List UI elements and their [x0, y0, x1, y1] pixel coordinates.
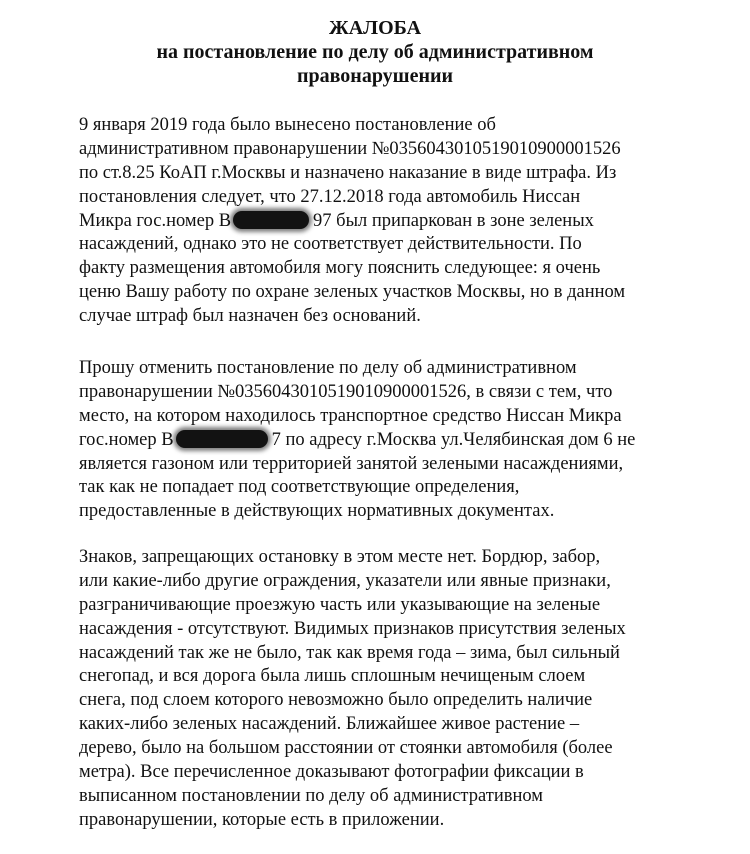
- paragraph-line: или какие-либо другие ограждения, указатели или явные признаки,: [79, 570, 611, 591]
- paragraph-line: насаждений, однако это не соответствует действительности. По: [79, 234, 582, 255]
- paragraph-line: правонарушении №0356043010519010900001526, в связи с тем, что: [79, 381, 613, 402]
- line-text-before-redaction: гос.номер В: [79, 429, 174, 450]
- document-subtitle-line-2: правонарушении: [296, 65, 454, 87]
- paragraph-line: 9 января 2019 года было вынесено постановление об: [79, 115, 496, 135]
- paragraph-line: постановления следует, что 27.12.2018 года автомобиль Ниссан: [79, 186, 581, 207]
- paragraph-line: дерево, было на большом расстоянии от стоянки автомобиля (более: [79, 738, 613, 759]
- line-text-after-redaction: 7 по адресу г.Москва ул.Челябинская дом 6 не: [271, 429, 636, 450]
- paragraph-line: каких-либо зеленых насаждений. Ближайшее живое растение –: [79, 714, 580, 735]
- license-plate-redaction: [176, 430, 268, 448]
- paragraph-line: разграничивающие проезжую часть или указывающие на зеленые: [79, 594, 601, 615]
- paragraph-3: [79, 546, 739, 833]
- license-plate-redaction: [233, 211, 309, 229]
- paragraph-1: [79, 114, 739, 329]
- paragraph-line-with-redaction: [79, 429, 739, 453]
- paragraph-line: предоставленные в действующих нормативных документах.: [79, 501, 555, 522]
- paragraph-line: правонарушении, которые есть в приложении.: [79, 809, 445, 830]
- paragraph-line: по ст.8.25 КоАП г.Москвы и назначено наказание в виде штрафа. Из: [79, 162, 617, 183]
- paragraph-line: насаждения - отсутствуют. Видимых признаков присутствия зеленых: [79, 618, 626, 639]
- paragraph-2: [79, 357, 739, 524]
- paragraph-line: ценю Вашу работу по охране зеленых участков Москвы, но в данном: [79, 282, 626, 303]
- document-subtitle-line-1: на постановление по делу об административном: [156, 41, 594, 63]
- paragraph-line: метра). Все перечисленное доказывают фотографии фиксации в: [79, 762, 584, 783]
- paragraph-line: факту размещения автомобиля могу пояснить следующее: я очень: [79, 258, 601, 279]
- paragraph-line: выписанном постановлении по делу об административном: [79, 785, 543, 806]
- paragraph-line: снега, под слоем которого невозможно было определить наличие: [79, 690, 593, 711]
- paragraph-line: административном правонарушении №0356043010519010900001526: [79, 138, 621, 159]
- paragraph-line: насаждений так же не было, так как время года – зима, был сильный: [79, 642, 620, 663]
- line-text-after-redaction: 97 был припаркован в зоне зеленых: [313, 210, 594, 231]
- paragraph-line: так как не попадает под соответствующие определения,: [79, 477, 520, 498]
- line-text-before-redaction: Микра гос.номер В: [79, 210, 232, 231]
- paragraph-line: место, на котором находилось транспортное средство Ниссан Микра: [79, 405, 622, 426]
- paragraph-line: Знаков, запрещающих остановку в этом месте нет. Бордюр, забор,: [79, 547, 601, 567]
- paragraph-line: случае штраф был назначен без оснований.: [79, 306, 421, 327]
- paragraph-line-with-redaction: [79, 210, 739, 234]
- paragraph-line: является газоном или территорией занятой зелеными насаждениями,: [79, 453, 624, 474]
- paragraph-line: Прошу отменить постановление по делу об административном: [79, 358, 577, 378]
- paragraph-line: снегопад, и вся дорога была лишь сплошным нечищеным слоем: [79, 666, 586, 687]
- document-title: ЖАЛОБА: [328, 17, 422, 39]
